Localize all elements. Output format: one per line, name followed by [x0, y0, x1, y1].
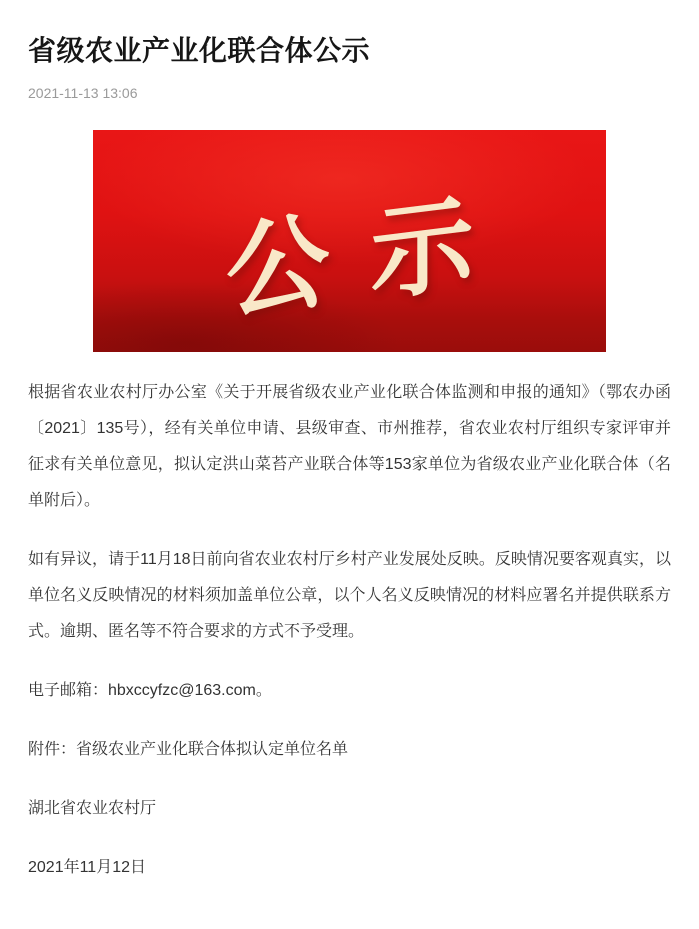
body-paragraph-notice: 根据省农业农村厅办公室《关于开展省级农业产业化联合体监测和申报的通知》（鄂农办函〔2021〕135号），经有关单位申请、县级审查、市州推荐，省农业农村厅组织专家评审并征求有关单位意见，拟认定洪山菜苔产业联合体等153家单位为省级农业产业化联合体（名单附后）。 [28, 384, 671, 509]
issuer-line: 湖北省农业农村厅 [28, 800, 157, 817]
banner-text: 公示 [225, 179, 515, 333]
announcement-banner-image [93, 130, 606, 352]
page-title: 省级农业产业化联合体公示 [28, 35, 371, 66]
publish-datetime: 2021-11-13 13:06 [28, 85, 138, 101]
body-paragraph-objection: 如有异议，请于11月18日前向省农业农村厅乡村产业发展处反映。反映情况要客观真实，以单位名义反映情况的材料须加盖单位公章，以个人名义反映情况的材料应署名并提供联系方式。逾期、匿名等不符合要求的方式不予受理。 [28, 551, 671, 640]
email-line: 电子邮箱：hbxccyfzc@163.com。 [28, 682, 272, 699]
attachment-line: 附件：省级农业产业化联合体拟认定单位名单 [28, 741, 349, 758]
issue-date-line: 2021年11月12日 [28, 859, 147, 876]
article-body [28, 375, 671, 886]
